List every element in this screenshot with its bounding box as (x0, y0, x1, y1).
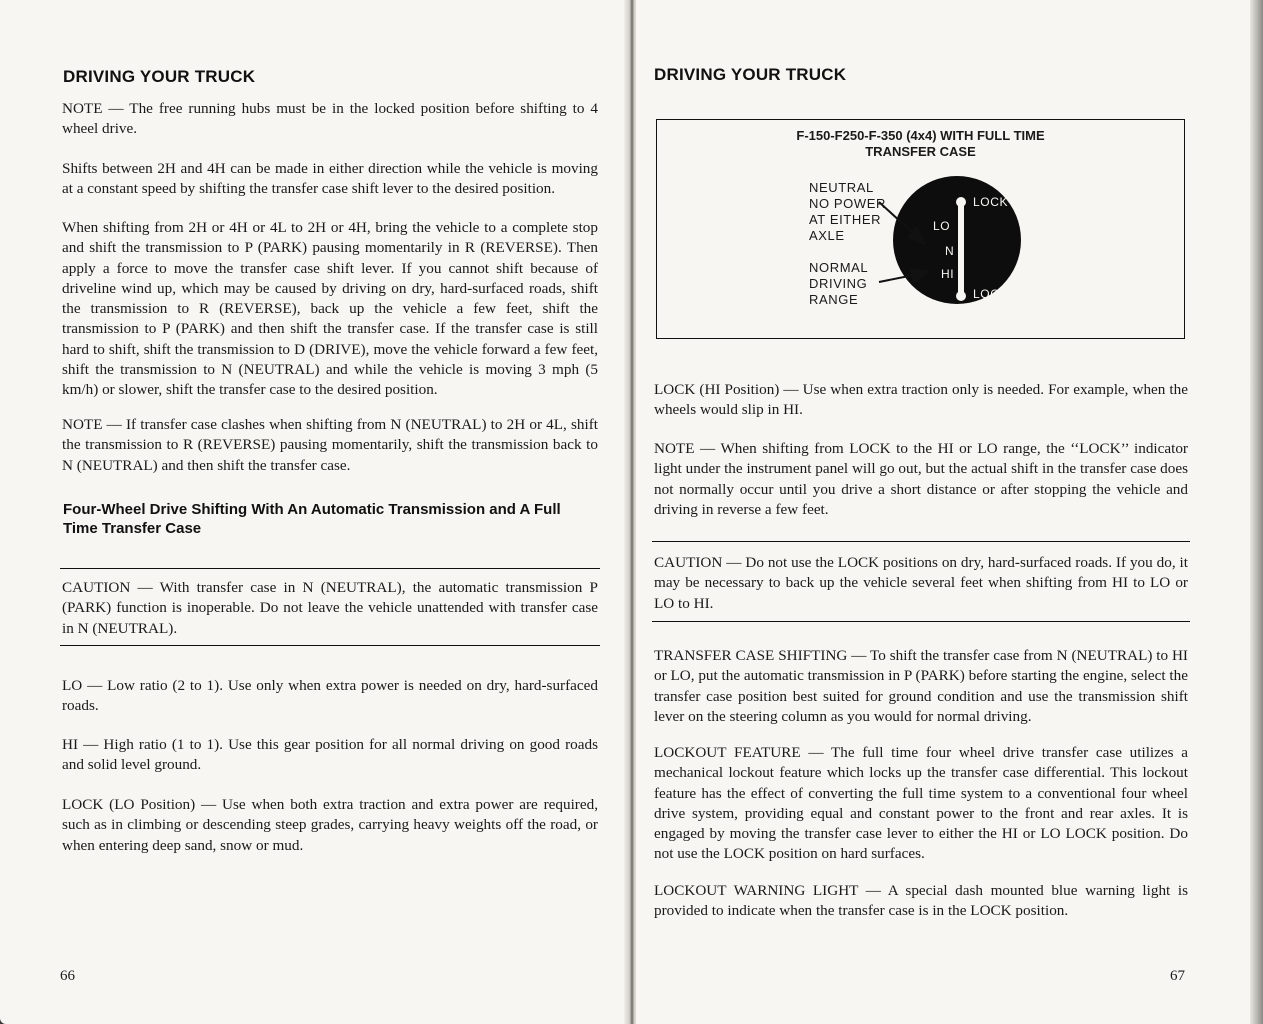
lock-position-dot (956, 291, 966, 301)
normal-label-line: RANGE (809, 292, 859, 307)
normal-label-line: DRIVING (809, 276, 868, 291)
shift-2h-4h: Shifts between 2H and 4H can be made in either direction while the vehicle is moving at a constant speed by shifting the transfer case shift lever to the desired position. (62, 160, 598, 198)
lockout-feature: LOCKOUT FEATURE — The full time four wheel drive transfer case utilizes a mechanical lockout feature which locks up the transfer case differential. This lockout feature has the effect of converting the full time system to a conventional four wheel drive system, providing equal and constant power to the front and rear axles. It is engaged by moving the transfer case lever to either the HI or LO LOCK position. Do not use the LOCK position on hard surfaces. (654, 744, 1188, 863)
lock-upper: LOCK (973, 195, 1009, 209)
caution-rule-bottom (60, 645, 600, 646)
lockout-warning-light: LOCKOUT WARNING LIGHT — A special dash mounted blue warning light is provided to indicate when the transfer case is in the LOCK position. (654, 882, 1188, 920)
lock-hi-description: LOCK (HI Position) — Use when extra traction only is needed. For example, when the wheels would slip in HI. (654, 381, 1188, 419)
shift-dial-graphic (657, 120, 1184, 338)
neutral-label-line: NO POWER (809, 196, 887, 211)
caution-neutral: CAUTION — With transfer case in N (NEUTRAL), the automatic transmission P (PARK) function is inoperable. Do not leave the vehicle unattended with transfer case in N (NEUTRAL). (62, 579, 598, 637)
caution-lock: CAUTION — Do not use the LOCK positions on dry, hard-surfaced roads. If you do, it may be necessary to back up the vehicle several feet when shifting from HI to LO or LO to HI. (654, 554, 1188, 612)
shift-slot (958, 200, 964, 298)
transfer-case-shifting: TRANSFER CASE SHIFTING — To shift the transfer case from N (NEUTRAL) to HI or LO, put the automatic transmission in P (PARK) before starting the engine, select the transfer case position best suited for ground condition and use the transmission shift lever on the steering column as you would for normal driving. (654, 647, 1188, 725)
note-lock-indicator: NOTE — When shifting from LOCK to the HI or LO range, the ‘‘LOCK’’ indicator light under the instrument panel will go out, but the actual shift in the transfer case does not normally occur until you drive a short distance or after stopping the vehicle and driving in reverse a few feet. (654, 440, 1188, 518)
caution-rule-bottom (652, 621, 1190, 622)
transfer-case-diagram (656, 119, 1185, 339)
caution-rule-top (652, 541, 1190, 542)
page-number: 67 (1170, 968, 1185, 984)
hi-description: HI — High ratio (1 to 1). Use this gear position for all normal driving on good roads and solid level ground. (62, 736, 598, 774)
shift-procedure: When shifting from 2H or 4H or 4L to 2H or 4H, bring the vehicle to a complete stop and shift the transmission to P (PARK) pausing momentarily in R (REVERSE). Then apply a force to move the transfer case shift lever. If you cannot shift because of driveline wind up, which may be caused by driving on dry, hard-surfaced roads, shift the transmission to R (REVERSE), back up the vehicle a few feet, shift the transmission to P (PARK) and then shift the transfer case. If the transfer case is still hard to shift, shift the transmission to D (DRIVE), move the vehicle forward a few feet, shift the transmission to N (NEUTRAL) and while the vehicle is moving 3 mph (5 km/h) or slower, shift the transfer case to the desired position. (62, 219, 598, 399)
caution-rule-top (60, 568, 600, 569)
dial-hi: HI (941, 267, 955, 281)
lock-position-dot (956, 197, 966, 207)
neutral-label-line: NEUTRAL (809, 180, 874, 195)
diagram-title-line2: TRANSFER CASE (865, 144, 976, 159)
neutral-label-line: AXLE (809, 228, 845, 243)
page-edge (1250, 0, 1263, 1024)
right-page (636, 0, 1250, 1024)
normal-label-line: NORMAL (809, 260, 869, 275)
section-subheading: Four-Wheel Drive Shifting With An Automatic Transmission and A Full Time Transfer Case (63, 501, 561, 537)
neutral-label-line: AT EITHER (809, 212, 882, 227)
left-page (0, 0, 628, 1024)
dial-lo: LO (933, 219, 951, 233)
page-number: 66 (60, 968, 75, 984)
lock-lower: LOCK (973, 287, 1009, 301)
running-head: DRIVING YOUR TRUCK (63, 67, 256, 86)
running-head: DRIVING YOUR TRUCK (654, 65, 847, 84)
lo-description: LO — Low ratio (2 to 1). Use only when extra power is needed on dry, hard-surfaced roads. (62, 677, 598, 715)
dial-n: N (945, 244, 955, 258)
diagram-title-line1: F-150-F250-F-350 (4x4) WITH FULL TIME (796, 128, 1045, 143)
note-hubs: NOTE — The free running hubs must be in the locked position before shifting to 4 wheel drive. (62, 100, 598, 138)
lock-lo-description: LOCK (LO Position) — Use when both extra traction and extra power are required, such as in climbing or descending steep grades, carrying heavy weights off the road, or when entering deep sand, snow or mud. (62, 796, 598, 854)
note-clash: NOTE — If transfer case clashes when shifting from N (NEUTRAL) to 2H or 4L, shift the transmission to R (REVERSE) pausing momentarily, shift the transmission back to N (NEUTRAL) and then shift the transfer case. (62, 416, 598, 474)
